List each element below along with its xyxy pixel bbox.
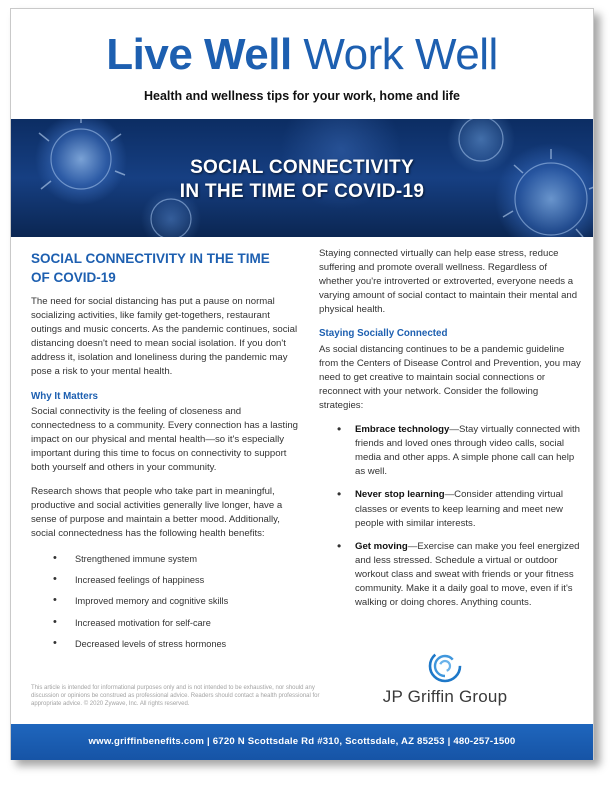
strategy-text: —Consider attending virtual classes or events to keep learning and meet new people with similar interests.	[355, 489, 563, 529]
list-item	[333, 488, 581, 530]
brand-title-bold: Live Well	[106, 30, 292, 79]
brand-title	[11, 31, 593, 79]
strategy-text: —Stay virtually connected with friends and loved ones through video calls, social media and other apps. A simple phone call can help as well.	[355, 424, 581, 478]
article-title-line2: OF COVID-19	[31, 270, 116, 285]
right-column	[319, 247, 581, 619]
hero-title	[11, 156, 593, 204]
list-item: • Increased motivation for self-care	[53, 616, 301, 630]
staying-paragraph: As social distancing continues to be a pandemic guideline from the Centers of Disease Control and Prevention, you may need to get creative to maintain social connections or reconnect with your network. Consider the following strategies:	[319, 343, 581, 411]
article-title-line1: SOCIAL CONNECTIVITY IN THE TIME	[31, 251, 270, 266]
hero-title-line1: SOCIAL CONNECTIVITY	[190, 157, 414, 178]
list-item: • Improved memory and cognitive skills	[53, 594, 301, 608]
hero-title-line2: IN THE TIME OF COVID-19	[179, 181, 425, 202]
strategy-lead: Embrace technology	[355, 424, 450, 436]
hero-banner	[11, 119, 593, 237]
staying-connected-heading: Staying Socially Connected	[319, 328, 448, 340]
left-column	[31, 249, 301, 659]
strategy-lead: Get moving	[355, 540, 408, 552]
company-logo-text: JP Griffin Group	[382, 687, 508, 706]
list-item	[333, 423, 581, 479]
why-it-matters-heading: Why It Matters	[31, 390, 98, 402]
strategies-list	[333, 423, 581, 610]
newsletter-page	[10, 8, 594, 760]
why-paragraph-2: Research shows that people who take part in meaningful, productive and social activities generally live longer, have a sense of purpose and maintain a better mood. Additionally, social connectedness has the following health benefits:	[31, 486, 283, 540]
disclaimer: This article is intended for informational purposes only and is not intended to be exhaustive, nor should any discussion or opinions be construed as professional advice. Readers should contact a health professional for appropriate advice. © 2020 Zywave, Inc. All rights reserved.	[31, 685, 320, 707]
brand-title-light: Work Well	[303, 30, 498, 79]
article-title	[31, 249, 301, 287]
swirl-logo-icon	[428, 649, 462, 683]
list-item: • Increased feelings of happiness	[53, 573, 301, 587]
strategy-text: —Exercise can make you feel energized and less stressed. Schedule a virtual or outdoor workout class and sweat with friends or your fitness community. Make it a daily goal to move, even if it's walking or doing chores. Anything counts.	[355, 540, 580, 609]
why-paragraph-1: Social connectivity is the feeling of closeness and connectedness to a community. Every connection has a lasting impact on our physical and mental health—so it's especially important during this time to focus on connectivity to support both yourself and others in your community.	[31, 405, 298, 474]
masthead	[11, 31, 593, 103]
tagline: Health and wellness tips for your work, home and life	[143, 89, 461, 103]
list-item: • Strengthened immune system	[53, 552, 301, 566]
list-item: • Decreased levels of stress hormones	[53, 637, 301, 651]
footer-bar	[11, 724, 593, 760]
list-item	[333, 540, 581, 610]
benefits-list	[53, 552, 301, 652]
right-paragraph-1: Staying connected virtually can help ease stress, reduce suffering and promote overall wellness. Regardless of whether you're introverted or extroverted, everyone needs a varying amount of social contact to maintain their mental and physical health.	[319, 248, 578, 316]
company-logo	[365, 649, 525, 707]
strategy-lead: Never stop learning	[355, 489, 445, 501]
intro-paragraph: The need for social distancing has put a pause on normal socializing activities, like family get-togethers, restaurant outings and music concerts. As the pandemic continues, social distancing doesn't need to mean social isolation. If you don't address it, isolation and loneliness during the pandemic may pose a risk to your mental health.	[31, 296, 298, 378]
footer-contact-text[interactable]: www.griffinbenefits.com | 6720 N Scottsdale Rd #310, Scottsdale, AZ 85253 | 480-257-1500	[88, 736, 516, 747]
